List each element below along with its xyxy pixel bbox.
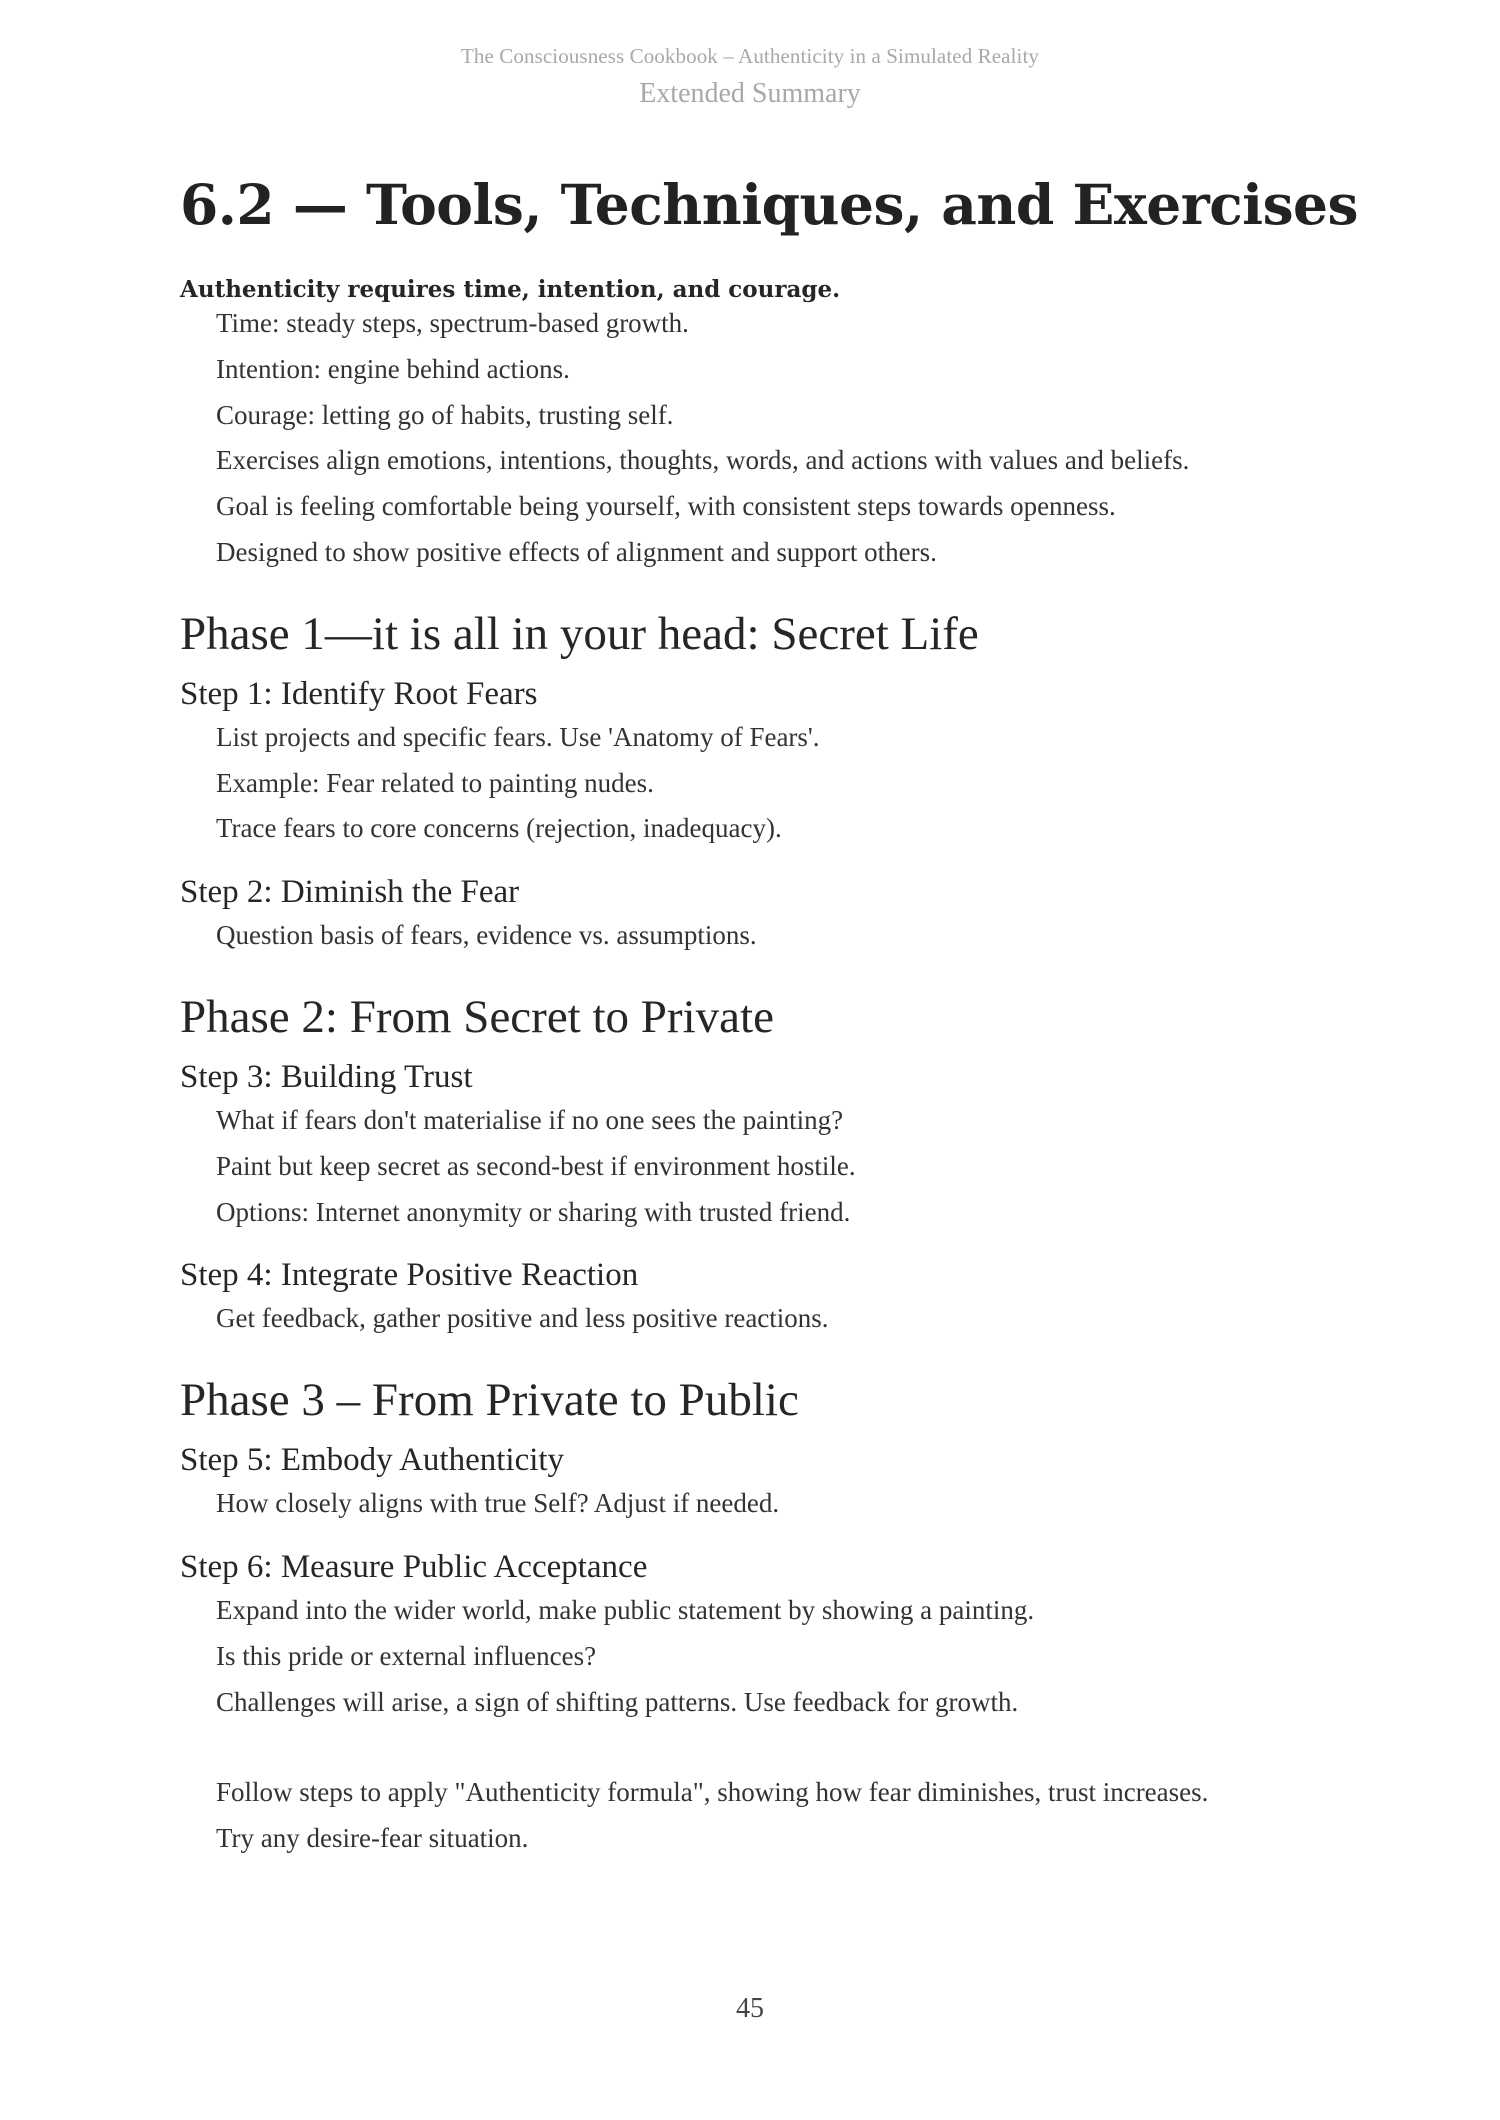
page-content <box>180 165 1359 1862</box>
page-number: 45 <box>736 1993 764 2024</box>
step-line: Get feedback, gather positive and less positive reactions. <box>216 1303 829 1334</box>
step-line: Options: Internet anonymity or sharing with trusted friend. <box>216 1196 851 1227</box>
step-1-block <box>180 672 1340 852</box>
step-line: Is this pride or external influences? <box>216 1640 597 1671</box>
outro-line: Try any desire-fear situation. <box>216 1823 529 1854</box>
phase-1-heading: Phase 1—it is all in your head: Secret Life <box>180 607 979 660</box>
outro-section <box>180 1770 1340 1862</box>
step-5-heading: Step 5: Embody Authenticity <box>180 1442 565 1479</box>
intro-line: Designed to show positive effects of alignment and support others. <box>216 536 937 567</box>
phase-2-section <box>180 987 1340 1342</box>
step-3-block <box>180 1055 1340 1235</box>
intro-line: Intention: engine behind actions. <box>216 353 570 384</box>
step-line: Expand into the wider world, make public statement by showing a painting. <box>216 1594 1035 1625</box>
step-2-heading: Step 2: Diminish the Fear <box>180 874 520 911</box>
step-1-heading: Step 1: Identify Root Fears <box>180 675 538 712</box>
intro-section <box>180 273 1340 576</box>
step-line: Trace fears to core concerns (rejection, inadequacy). <box>216 813 782 844</box>
running-head-subtitle: Extended Summary <box>639 78 861 109</box>
step-line: Question basis of fears, evidence vs. assumptions. <box>216 920 757 951</box>
intro-line: Time: steady steps, spectrum-based growth. <box>216 308 689 338</box>
step-2-block <box>180 870 1340 959</box>
intro-line: Courage: letting go of habits, trusting self. <box>216 399 674 430</box>
phase-1-section <box>180 604 1340 959</box>
running-head-book-title: The Consciousness Cookbook – Authenticity in a Simulated Reality <box>460 44 1039 68</box>
step-5-block <box>180 1438 1340 1527</box>
step-line: Example: Fear related to painting nudes. <box>216 767 654 798</box>
intro-line: Exercises align emotions, intentions, thoughts, words, and actions with values and beliefs. <box>216 445 1190 476</box>
step-3-heading: Step 3: Building Trust <box>180 1058 473 1095</box>
intro-line: Goal is feeling comfortable being yourself, with consistent steps towards openness. <box>216 491 1116 522</box>
step-line: How closely aligns with true Self? Adjust if needed. <box>216 1488 780 1519</box>
step-line: Challenges will arise, a sign of shifting patterns. Use feedback for growth. <box>216 1686 1019 1717</box>
step-line: Paint but keep secret as second-best if environment hostile. <box>216 1150 856 1181</box>
step-line: What if fears don't materialise if no one sees the painting? <box>216 1104 844 1135</box>
chapter-title: 6.2 — Tools, Techniques, and Exercises <box>180 172 1359 237</box>
step-6-block <box>180 1545 1340 1725</box>
phase-2-heading: Phase 2: From Secret to Private <box>180 990 774 1043</box>
phase-3-heading: Phase 3 – From Private to Public <box>180 1374 799 1427</box>
phase-3-section <box>180 1370 1340 1725</box>
step-6-heading: Step 6: Measure Public Acceptance <box>180 1548 648 1585</box>
step-4-heading: Step 4: Integrate Positive Reaction <box>180 1257 639 1294</box>
intro-lead: Authenticity requires time, intention, and courage. <box>180 276 841 303</box>
step-4-block <box>180 1253 1340 1342</box>
step-line: List projects and specific fears. Use 'Anatomy of Fears'. <box>216 721 820 752</box>
outro-line: Follow steps to apply "Authenticity formula", showing how fear diminishes, trust increases. <box>216 1777 1209 1808</box>
